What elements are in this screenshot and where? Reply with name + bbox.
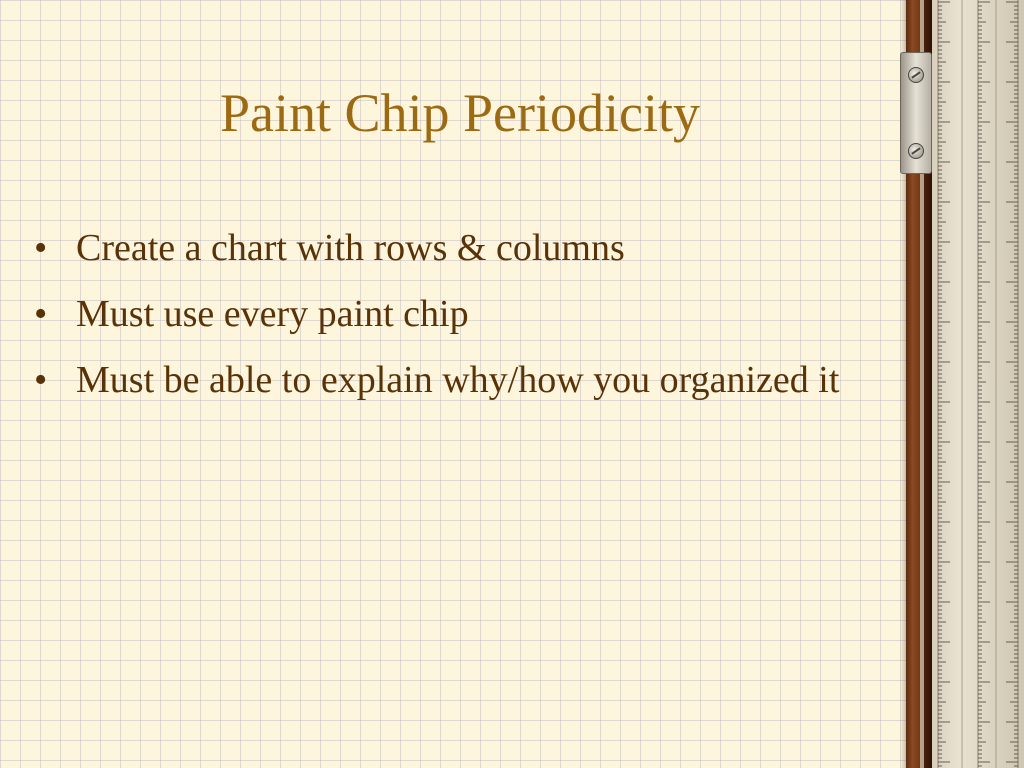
screw-icon (908, 67, 924, 83)
bullet-item (30, 354, 890, 408)
slide-title: Paint Chip Periodicity (220, 83, 700, 143)
ruler-clip (900, 52, 932, 174)
bullet-list (30, 222, 890, 420)
bullet-marker: • (34, 292, 48, 335)
ruler-decoration (900, 0, 1024, 768)
bullet-marker: • (34, 227, 48, 269)
bullet-text: Must use every paint chip (76, 292, 469, 335)
bullet-text: Must be able to explain why/how you organized it (76, 358, 840, 401)
bullet-item (30, 288, 890, 342)
bullet-text: Create a chart with rows & columns (76, 227, 625, 269)
screw-icon (908, 143, 924, 159)
bullet-item (30, 222, 890, 276)
bullet-marker: • (34, 358, 48, 401)
ruler-ticks (932, 0, 1024, 768)
